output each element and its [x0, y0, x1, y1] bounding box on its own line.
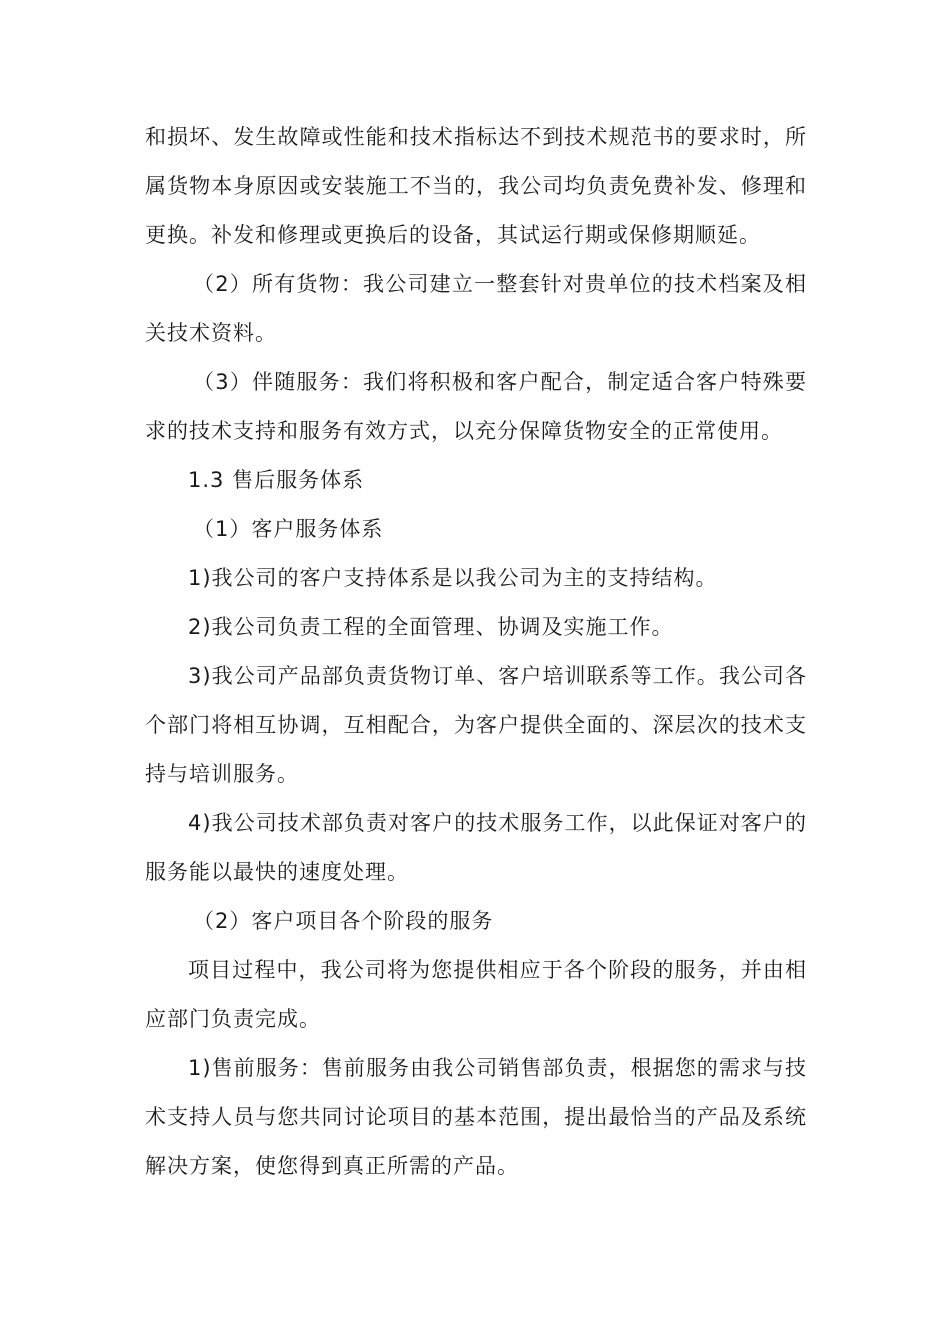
paragraph-project-process: 项目过程中，我公司将为您提供相应于各个阶段的服务，并由相应部门负责完成。	[145, 958, 807, 1031]
list-item-technical-department: 4)我公司技术部负责对客户的技术服务工作，以此保证对客户的服务能以最快的速度处理。	[145, 811, 807, 884]
list-item-support-system: 1)我公司的客户支持体系是以我公司为主的支持结构。	[188, 566, 718, 590]
paragraph-all-goods: （2）所有货物：我公司建立一整套针对贵单位的技术档案及相关技术资料。	[145, 272, 807, 345]
list-item-project-management: 2)我公司负责工程的全面管理、协调及实施工作。	[188, 615, 674, 639]
subheading-customer-service-system: （1）客户服务体系	[193, 517, 384, 541]
section-heading-after-sales-system: 1.3 售后服务体系	[188, 468, 365, 492]
paragraph-accompanying-service: （3）伴随服务：我们将积极和客户配合，制定适合客户特殊要求的技术支持和服务有效方式，以充分保障货物安全的正常使用。	[145, 370, 807, 443]
paragraph-warranty-continued: 和损坏、发生故障或性能和技术指标达不到技术规范书的要求时，所属货物本身原因或安装施工不当的，我公司均负责免费补发、修理和更换。补发和修理或更换后的设备，其试运行期或保修期顺延。	[145, 125, 807, 247]
document-body	[145, 113, 807, 1191]
subheading-project-stage-services: （2）客户项目各个阶段的服务	[193, 909, 494, 933]
list-item-product-department: 3)我公司产品部负责货物订单、客户培训联系等工作。我公司各个部门将相互协调，互相配合，为客户提供全面的、深层次的技术支持与培训服务。	[145, 664, 807, 786]
list-item-pre-sales-service: 1)售前服务：售前服务由我公司销售部负责，根据您的需求与技术支持人员与您共同讨论项目的基本范围，提出最恰当的产品及系统解决方案，使您得到真正所需的产品。	[145, 1056, 807, 1178]
